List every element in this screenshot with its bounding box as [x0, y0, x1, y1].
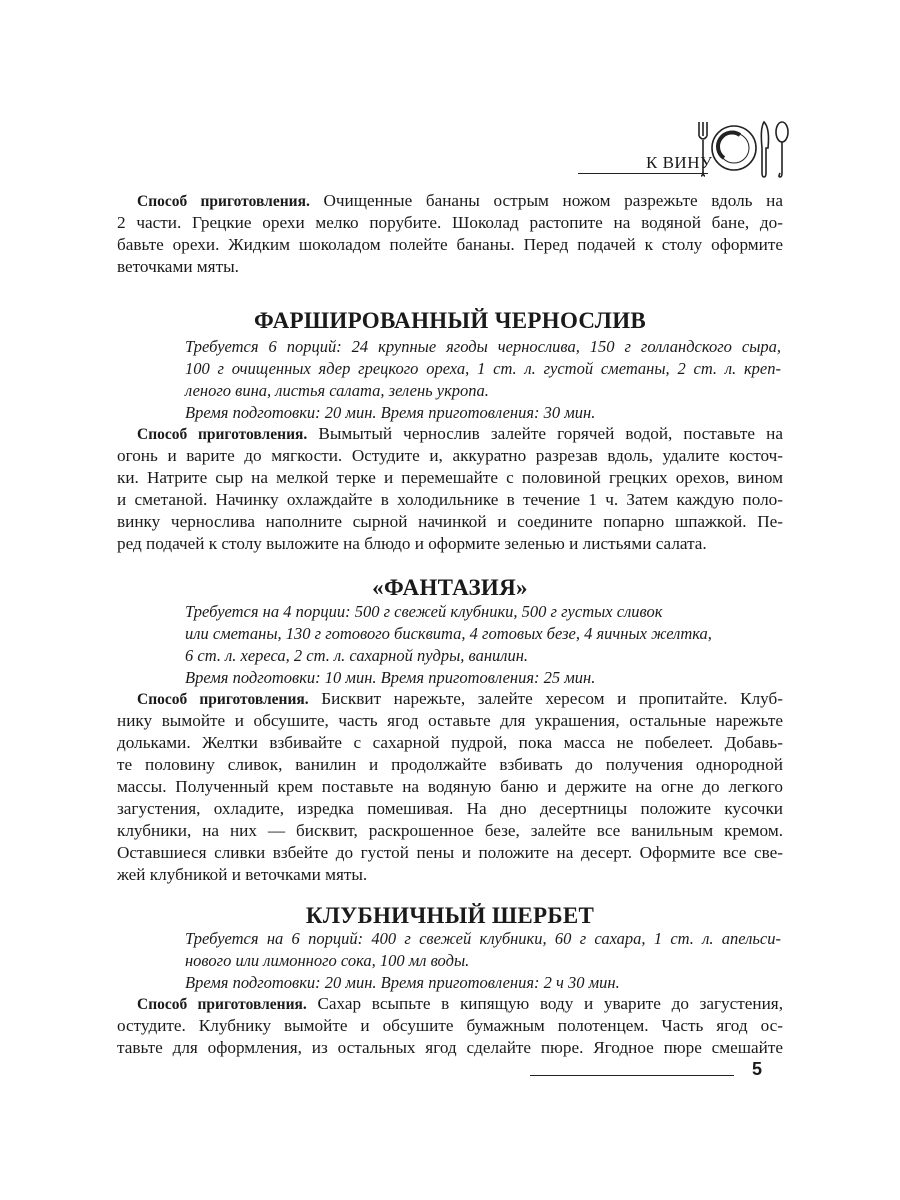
- text-line: клубники, на них — бисквит, раскрошенное безе, залейте все ванильным кремом.: [117, 821, 783, 840]
- ingredients-line: Требуется 6 порций: 24 крупные ягоды чернослива, 150 г голландского сыра,: [185, 337, 781, 356]
- text-line: массы. Полученный крем поставьте на водяную баню и держите на огне до легкого: [117, 777, 783, 796]
- ingredients-line: Требуется на 4 порции: 500 г свежей клубники, 500 г густых сливок: [185, 602, 663, 621]
- page-number: 5: [752, 1059, 763, 1079]
- text-line: те половину сливок, ванилин и продолжайте взбивать до получения однородной: [117, 755, 783, 774]
- recipe-title: КЛУБНИЧНЫЙ ШЕРБЕТ: [305, 903, 595, 928]
- ingredients-line: 100 г очищенных ядер грецкого ореха, 1 ст. л. густой сметаны, 2 ст. л. креп-: [185, 359, 781, 378]
- text-line: Оставшиеся сливки взбейте до густой пены и положите на десерт. Оформите все све-: [117, 843, 783, 862]
- text-line: Способ приготовления. Бисквит нарежьте, залейте хересом и пропитайте. Клуб-: [137, 689, 783, 708]
- time-line: Время подготовки: 20 мин. Время приготовления: 30 мин.: [185, 403, 596, 422]
- ingredients-line: или сметаны, 130 г готового бисквита, 4 готовых безе, 4 яичных желтка,: [185, 624, 712, 643]
- text-line: веточками мяты.: [117, 257, 239, 276]
- text-line: загустения, охладите, изредка помешивая. На дно десертницы положите кусочки: [117, 799, 783, 818]
- plate-fork-knife-spoon-icon: [696, 118, 791, 180]
- recipe-title: ФАРШИРОВАННЫЙ ЧЕРНОСЛИВ: [253, 308, 647, 333]
- text-line: дольками. Желтки взбивайте с сахарной пудрой, пока масса не побелеет. Добавь-: [117, 733, 783, 752]
- text-line: тавьте для оформления, из остальных ягод сделайте пюре. Ягодное пюре смешайте: [117, 1038, 783, 1057]
- text-line: жей клубникой и веточками мяты.: [117, 865, 368, 884]
- running-header: [578, 118, 793, 180]
- text-line: и сметаной. Начинку охлаждайте в холодильнике в течение 1 ч. Затем каждую поло-: [117, 490, 783, 509]
- method-label: Способ приготовления.: [137, 193, 310, 210]
- text-line: ки. Натрите сыр на мелкой терке и перемешайте с половиной грецких орехов, вином: [117, 468, 783, 487]
- text-line: Способ приготовления. Вымытый чернослив залейте горячей водой, поставьте на: [137, 424, 783, 443]
- ingredients-line: 6 ст. л. хереса, 2 ст. л. сахарной пудры, ванилин.: [185, 646, 529, 665]
- header-rule: [578, 173, 708, 174]
- section-title: К ВИНУ: [646, 153, 713, 172]
- text-line: бавьте орехи. Жидким шоколадом полейте бананы. Перед подачей к столу оформите: [117, 235, 783, 254]
- ingredients-line: Требуется на 6 порций: 400 г свежей клубники, 60 г сахара, 1 ст. л. апельси-: [185, 929, 781, 948]
- method-label: Способ приготовления.: [137, 691, 309, 708]
- method-label: Способ приготовления.: [137, 996, 307, 1013]
- time-line: Время подготовки: 20 мин. Время приготовления: 2 ч 30 мин.: [185, 973, 620, 992]
- text-line: Способ приготовления. Очищенные бананы острым ножом разрежьте вдоль на: [137, 191, 783, 210]
- ingredients-line: нового или лимонного сока, 100 мл воды.: [185, 951, 470, 970]
- text-line: огонь и варите до мягкости. Остудите и, аккуратно разрезав вдоль, удалите косточ-: [117, 446, 783, 465]
- text-line: остудите. Клубнику вымойте и обсушите бумажным полотенцем. Часть ягод ос-: [117, 1016, 783, 1035]
- text-line: нику вымойте и обсушите, часть ягод оставьте для украшения, остальные нарежьте: [117, 711, 783, 730]
- text-line: ред подачей к столу выложите на блюдо и оформите зеленью и листьями салата.: [117, 534, 707, 553]
- ingredients-line: леного вина, листья салата, зелень укропа.: [185, 381, 489, 400]
- time-line: Время подготовки: 10 мин. Время приготовления: 25 мин.: [185, 668, 596, 687]
- method-label: Способ приготовления.: [137, 426, 308, 443]
- recipe-title: «ФАНТАЗИЯ»: [372, 575, 528, 600]
- footer-rule: [530, 1075, 734, 1076]
- text-line: 2 части. Грецкие орехи мелко порубите. Шоколад растопите на водяной бане, до-: [117, 213, 783, 232]
- text-line: Способ приготовления. Сахар всыпьте в кипящую воду и уварите до загустения,: [137, 994, 783, 1013]
- text-line: винку чернослива наполните сырной начинкой и соедините попарно шпажкой. Пе-: [117, 512, 783, 531]
